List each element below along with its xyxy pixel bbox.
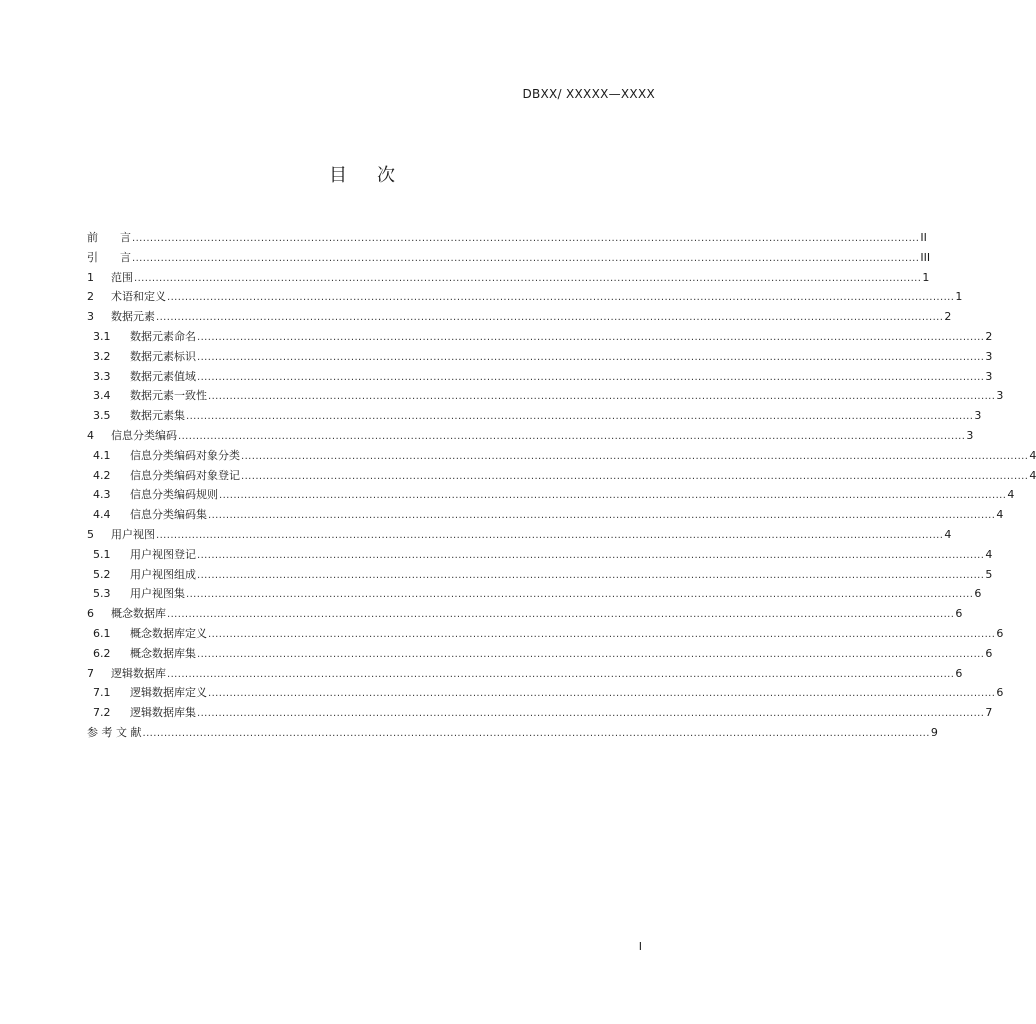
toc-entry-label: 用户视图登记 — [130, 547, 196, 561]
toc-entry[interactable] — [87, 347, 993, 367]
toc-entry-number: 3.2 — [93, 349, 111, 363]
toc-entry-page: 3 — [996, 389, 1004, 403]
toc-entry-page: II — [920, 231, 927, 244]
toc-dot-leader: ............................................................................................................................................................................................................................ — [167, 668, 955, 680]
toc-entry-number: 2 — [87, 290, 94, 304]
toc-dot-leader: ............................................................................................................................................................................................................................ — [156, 312, 944, 324]
toc-entry-label: 引 言 — [87, 250, 131, 264]
toc-entry-number: 3.5 — [93, 409, 111, 423]
toc-entry[interactable] — [87, 426, 974, 446]
toc-entry-page: 4 — [985, 547, 993, 561]
toc-entry[interactable] — [87, 604, 963, 624]
toc-entry[interactable] — [87, 386, 1004, 406]
toc-title — [0, 165, 724, 187]
toc-entry-label: 数据元素 — [111, 310, 155, 324]
toc-entry-number: 5 — [87, 527, 94, 541]
toc-entry-label: 信息分类编码对象分类 — [130, 448, 240, 462]
toc-entry-label: 用户视图集 — [130, 587, 185, 601]
toc-entry-number: 6.1 — [93, 626, 111, 640]
toc-dot-leader: ............................................................................................................................................................................................................................ — [186, 411, 974, 423]
toc-entry-label: 范围 — [111, 270, 133, 284]
toc-entry-number: 6.2 — [93, 646, 111, 660]
toc-dot-leader: ............................................................................................................................................................................................................................ — [197, 371, 985, 383]
table-of-contents — [87, 228, 1036, 743]
toc-entry-label: 前 言 — [87, 231, 131, 244]
toc-entry[interactable] — [87, 248, 931, 268]
toc-dot-leader: ............................................................................................................................................................................................................................ — [208, 510, 996, 522]
toc-dot-leader: ............................................................................................................................................................................................................................ — [197, 569, 985, 581]
toc-entry[interactable] — [87, 485, 1015, 505]
toc-dot-leader: ............................................................................................................................................................................................................................ — [142, 727, 930, 739]
toc-entry[interactable] — [87, 446, 1036, 466]
toc-entry-label: 概念数据库集 — [130, 646, 196, 660]
toc-entry-number: 6 — [87, 607, 94, 621]
toc-entry-page: 7 — [985, 706, 993, 720]
toc-entry-number: 4.1 — [93, 448, 111, 462]
toc-dot-leader: ............................................................................................................................................................................................................................ — [208, 688, 996, 700]
toc-entry-page: 3 — [966, 428, 974, 442]
toc-dot-leader: ............................................................................................................................................................................................................................ — [208, 628, 996, 640]
page-number: I — [638, 940, 642, 953]
toc-entry-label: 信息分类编码 — [111, 428, 177, 442]
toc-entry-number: 5.3 — [93, 587, 111, 601]
toc-entry[interactable] — [87, 367, 993, 387]
toc-entry-page: 4 — [944, 527, 952, 541]
toc-entry[interactable] — [87, 703, 993, 723]
toc-dot-leader: ............................................................................................................................................................................................................................ — [134, 272, 922, 284]
toc-entry-page: 6 — [985, 646, 993, 660]
toc-dot-leader: ............................................................................................................................................................................................................................ — [167, 292, 955, 304]
toc-entry-label: 数据元素标识 — [130, 349, 196, 363]
toc-dot-leader: ............................................................................................................................................................................................................................ — [197, 549, 985, 561]
document-code: DBXX/ XXXXX—XXXX — [522, 87, 655, 101]
toc-dot-leader: ............................................................................................................................................................................................................................ — [132, 233, 920, 244]
toc-entry-page: 2 — [944, 310, 952, 324]
toc-entry[interactable] — [87, 723, 938, 743]
toc-entry[interactable] — [87, 327, 993, 347]
toc-entry-label: 数据元素一致性 — [130, 389, 207, 403]
toc-title-part2: 次 — [377, 165, 395, 186]
toc-dot-leader: ............................................................................................................................................................................................................................ — [167, 609, 955, 621]
toc-entry[interactable] — [87, 466, 1036, 486]
toc-entry-label: 术语和定义 — [111, 290, 166, 304]
toc-entry[interactable] — [87, 565, 993, 585]
toc-entry-number: 5.2 — [93, 567, 111, 581]
toc-dot-leader: ............................................................................................................................................................................................................................ — [241, 470, 1029, 482]
toc-entry-label: 逻辑数据库集 — [130, 706, 196, 720]
toc-entry[interactable] — [87, 268, 930, 288]
toc-entry-label: 信息分类编码规则 — [130, 488, 218, 502]
toc-entry-page: 4 — [1029, 468, 1036, 482]
toc-entry-label: 参 考 文 献 — [87, 725, 142, 739]
toc-dot-leader: ............................................................................................................................................................................................................................ — [186, 589, 974, 601]
toc-entry-label: 数据元素值域 — [130, 369, 196, 383]
toc-dot-leader: ............................................................................................................................................................................................................................ — [197, 331, 985, 343]
toc-dot-leader: ............................................................................................................................................................................................................................ — [219, 490, 1007, 502]
toc-entry-page: III — [920, 250, 931, 264]
toc-entry-page: 1 — [955, 290, 963, 304]
toc-entry-page: 2 — [985, 329, 993, 343]
toc-entry-page: 6 — [955, 666, 963, 680]
toc-entry-page: 4 — [1029, 448, 1036, 462]
toc-entry-number: 4.3 — [93, 488, 111, 502]
toc-entry-number: 4 — [87, 428, 94, 442]
toc-dot-leader: ............................................................................................................................................................................................................................ — [197, 708, 985, 720]
toc-dot-leader: ............................................................................................................................................................................................................................ — [156, 529, 944, 541]
toc-entry-number: 7.1 — [93, 686, 111, 700]
toc-entry-number: 3.3 — [93, 369, 111, 383]
toc-entry-page: 4 — [996, 508, 1004, 522]
toc-entry-page: 6 — [996, 686, 1004, 700]
toc-entry[interactable] — [87, 525, 952, 545]
toc-dot-leader: ............................................................................................................................................................................................................................ — [178, 430, 966, 442]
toc-dot-leader: ............................................................................................................................................................................................................................ — [132, 252, 920, 264]
toc-entry-label: 信息分类编码集 — [130, 508, 207, 522]
toc-entry[interactable] — [87, 406, 982, 426]
toc-entry-number: 3.1 — [93, 329, 111, 343]
toc-entry-number: 3 — [87, 310, 94, 324]
toc-entry-label: 数据元素命名 — [130, 329, 196, 343]
toc-entry[interactable] — [87, 644, 993, 664]
toc-entry[interactable] — [87, 228, 927, 248]
toc-entry-number: 7.2 — [93, 706, 111, 720]
toc-entry-label: 数据元素集 — [130, 409, 185, 423]
toc-entry-label: 概念数据库定义 — [130, 626, 207, 640]
toc-dot-leader: ............................................................................................................................................................................................................................ — [197, 648, 985, 660]
toc-entry[interactable] — [87, 287, 963, 307]
toc-entry[interactable] — [87, 584, 982, 604]
toc-entry-page: 6 — [955, 607, 963, 621]
toc-entry-number: 4.4 — [93, 508, 111, 522]
toc-entry[interactable] — [87, 624, 1004, 644]
toc-entry-label: 概念数据库 — [111, 607, 166, 621]
toc-entry-page: 3 — [974, 409, 982, 423]
toc-entry[interactable] — [87, 545, 993, 565]
toc-entry[interactable] — [87, 505, 1004, 525]
toc-entry[interactable] — [87, 664, 963, 684]
toc-entry-page: 6 — [974, 587, 982, 601]
toc-entry-label: 用户视图 — [111, 527, 155, 541]
toc-entry-number: 1 — [87, 270, 94, 284]
toc-entry-label: 逻辑数据库 — [111, 666, 166, 680]
toc-entry-page: 9 — [930, 725, 938, 739]
toc-entry-label: 用户视图组成 — [130, 567, 196, 581]
toc-entry-label: 逻辑数据库定义 — [130, 686, 207, 700]
toc-entry-page: 3 — [985, 349, 993, 363]
toc-entry-number: 3.4 — [93, 389, 111, 403]
toc-entry-page: 3 — [985, 369, 993, 383]
toc-dot-leader: ............................................................................................................................................................................................................................ — [241, 450, 1029, 462]
toc-dot-leader: ............................................................................................................................................................................................................................ — [208, 391, 996, 403]
toc-dot-leader: ............................................................................................................................................................................................................................ — [197, 351, 985, 363]
toc-entry-number: 4.2 — [93, 468, 111, 482]
toc-entry-page: 6 — [996, 626, 1004, 640]
toc-entry-number: 7 — [87, 666, 94, 680]
toc-entry-page: 5 — [985, 567, 993, 581]
toc-entry-number: 5.1 — [93, 547, 111, 561]
toc-entry[interactable] — [87, 307, 952, 327]
toc-entry-page: 1 — [922, 270, 930, 284]
toc-entry[interactable] — [87, 683, 1004, 703]
toc-entry-label: 信息分类编码对象登记 — [130, 468, 240, 482]
toc-entry-page: 4 — [1007, 488, 1015, 502]
toc-title-part1: 目 — [329, 165, 347, 186]
